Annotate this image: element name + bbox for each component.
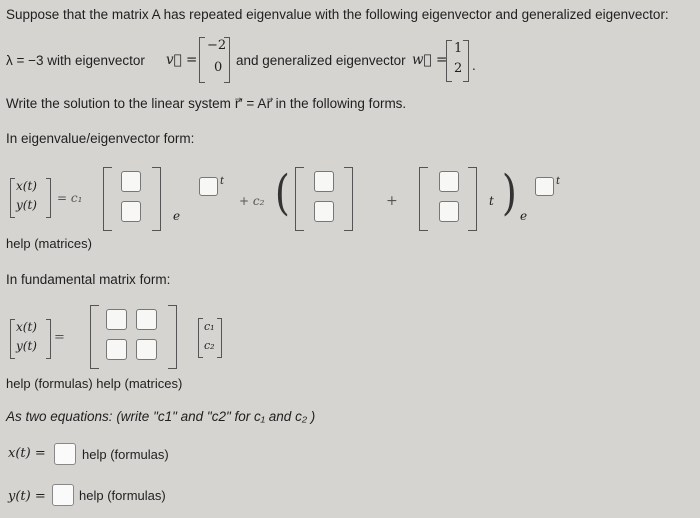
exp-t-2: t [556, 176, 561, 187]
vec3-top-input[interactable] [439, 171, 459, 192]
fm-eq: = [54, 330, 65, 345]
exp-base-1: e [173, 209, 181, 223]
eq-c1: = c₁ [57, 191, 83, 205]
help-formulas-link-y[interactable]: help (formulas) [79, 488, 166, 503]
w-period: . [472, 58, 476, 73]
w-top: 1 [454, 41, 463, 56]
open-paren: ( [274, 165, 290, 221]
fm-xy-left-bracket [10, 319, 15, 359]
vec1-left-bracket [103, 167, 112, 231]
vec1-right-bracket [152, 167, 161, 231]
vec2-left-bracket [295, 167, 304, 231]
w-left-bracket [446, 40, 452, 82]
fm-y-label: y(t) [16, 339, 37, 353]
fm-matrix-r1c1-input[interactable] [106, 309, 127, 330]
xy-left-bracket [10, 178, 15, 218]
t-multiplier: t [489, 194, 494, 208]
exponent-1-input[interactable] [199, 177, 218, 196]
w-bottom: 2 [454, 61, 463, 76]
vec2-right-bracket [344, 167, 353, 231]
c1-label: c₁ [204, 320, 215, 333]
plus-c2: + c₂ [239, 194, 265, 208]
exp-base-2: e [520, 209, 528, 223]
vec2-top-input[interactable] [314, 171, 334, 192]
vec1-top-input[interactable] [121, 171, 141, 192]
y-eq-label: y(t) = [8, 489, 46, 504]
fm-matrix-r2c1-input[interactable] [106, 339, 127, 360]
w-right-bracket [463, 40, 469, 82]
v-top: −2 [207, 38, 227, 53]
exp-t-1: t [220, 176, 225, 187]
vec1-bottom-input[interactable] [121, 201, 141, 222]
c-vector-right-bracket [217, 318, 222, 358]
vec3-bottom-input[interactable] [439, 201, 459, 222]
vec3-right-bracket [468, 167, 477, 231]
fm-xy-right-bracket [46, 319, 51, 359]
v-bottom: 0 [214, 60, 223, 75]
y-label: y(t) [16, 198, 37, 212]
v-left-bracket [199, 37, 205, 83]
instruction-text: Write the solution to the linear system r⃗′ = Ar⃗ in the following forms. [6, 96, 407, 111]
fm-matrix-right-bracket [168, 305, 177, 369]
w-symbol: w⃗ = [412, 52, 448, 68]
help-formulas-matrices-link[interactable]: help (formulas) help (matrices) [6, 376, 183, 391]
xy-right-bracket [46, 178, 51, 218]
fm-matrix-left-bracket [90, 305, 99, 369]
help-matrices-link-1[interactable]: help (matrices) [6, 236, 92, 251]
c-vector-left-bracket [198, 318, 203, 358]
lambda-text: λ = −3 with eigenvector [6, 53, 145, 68]
c2-label: c₂ [204, 339, 215, 352]
problem-intro: Suppose that the matrix A has repeated eigenvalue with the following eigenvector and generalized eigenvector: [6, 7, 669, 22]
fm-matrix-r1c2-input[interactable] [136, 309, 157, 330]
vec2-bottom-input[interactable] [314, 201, 334, 222]
y-equation-input[interactable] [52, 484, 74, 506]
help-formulas-link-x[interactable]: help (formulas) [82, 447, 169, 462]
vec3-left-bracket [419, 167, 428, 231]
v-right-bracket [224, 37, 230, 83]
fm-x-label: x(t) [16, 320, 37, 334]
and-text: and generalized eigenvector [236, 53, 406, 68]
close-paren: ) [501, 165, 517, 221]
fm-matrix-r2c2-input[interactable] [136, 339, 157, 360]
eigen-form-heading: In eigenvalue/eigenvector form: [6, 131, 195, 146]
plus-sign: + [386, 193, 398, 209]
v-symbol: v⃗ = [166, 52, 198, 68]
two-equations-heading: As two equations: (write "c1" and "c2" for c₁ and c₂ ) [6, 409, 316, 424]
fundamental-form-heading: In fundamental matrix form: [6, 272, 171, 287]
x-equation-input[interactable] [54, 443, 76, 465]
exponent-2-input[interactable] [535, 177, 554, 196]
x-label: x(t) [16, 179, 37, 193]
x-eq-label: x(t) = [8, 446, 46, 461]
